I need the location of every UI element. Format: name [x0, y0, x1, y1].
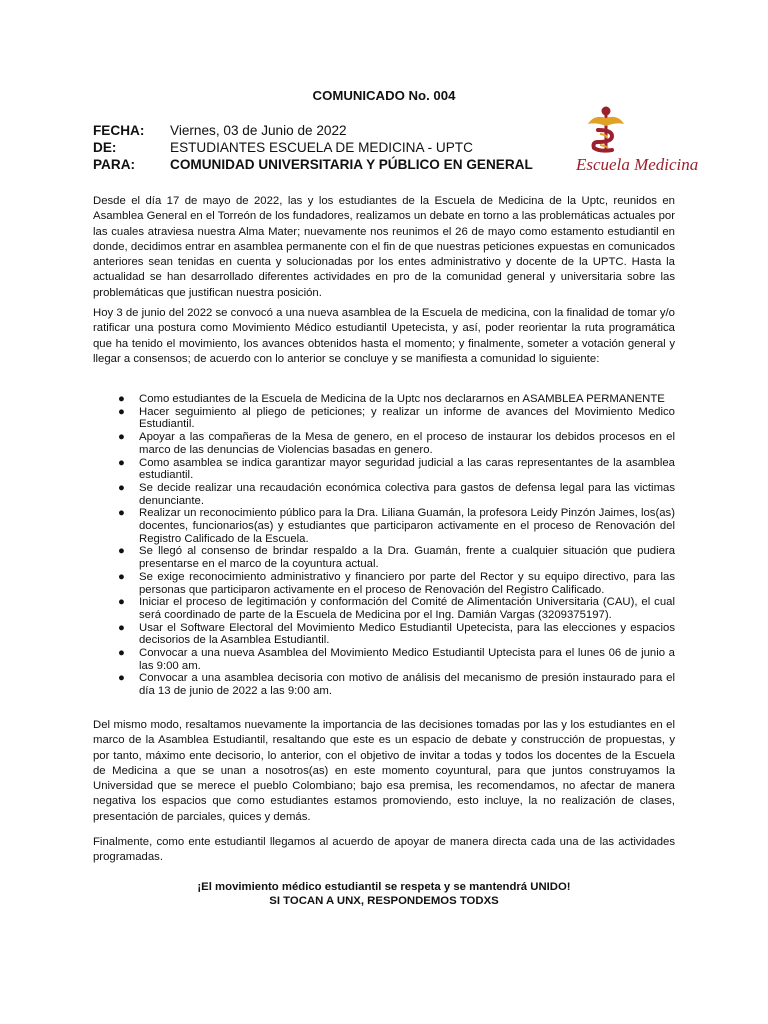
logo-text: Escuela Medicina	[576, 155, 699, 174]
list-item: ● Se llegó al consenso de brindar respaldo a la Dra. Guamán, frente a cualquier situación que pudiera presentarse en el marco de la coyuntura actual.	[118, 545, 675, 571]
caduceus-icon	[576, 104, 699, 180]
escuela-medicina-logo	[576, 104, 699, 180]
list-item: ● Iniciar el proceso de legitimación y conformación del Comité de Alimentación Universitaria (CAU), el cual será coordinado de parte de la Escuela de Medicina por el Ing. Damián Vargas (3209375197).	[118, 596, 675, 621]
fecha-value: Viernes, 03 de Junio de 2022	[170, 123, 347, 138]
bullet-icon: ●	[118, 596, 125, 609]
list-item: ● Realizar un reconocimiento público para la Dra. Liliana Guamán, la profesora Leidy Pinzón Jaimes, los(as) docentes, funcionarios(as) y estudiantes que participaron activamente en el proceso de Renovación del Registro Calificado de la Escuela.	[118, 507, 675, 545]
list-item: ● Se exige reconocimiento administrativo y financiero por parte del Rector y su equipo directivo, para las personas que participaron activamente en el proceso de Renovación del Registro Calificado.	[118, 570, 675, 596]
resolutions-list	[93, 393, 675, 698]
bullet-icon: ●	[118, 431, 125, 444]
closing-slogan: ¡El movimiento médico estudiantil se respeta y se mantendrá UNIDO!	[197, 881, 571, 893]
bullet-icon: ●	[118, 545, 125, 558]
list-item: ● Hacer seguimiento al pliego de peticiones; y realizar un informe de avances del Movimiento Medico Estudiantil.	[118, 405, 675, 431]
paragraph-final: Finalmente, como ente estudiantil llegamos al acuerdo de apoyar de manera directa cada una de las actividades programadas.	[93, 836, 675, 864]
list-item: ● Como asamblea se indica garantizar mayor seguridad judicial a las caras representantes de la asamblea estudiantil.	[118, 456, 675, 482]
bullet-icon: ●	[118, 393, 125, 405]
list-item: ● Usar el Software Electoral del Movimiento Medico Estudiantil Upetecista, para las elecciones y espacios decisorios de la Asamblea Estudiantil.	[118, 621, 675, 647]
bullet-icon: ●	[118, 456, 125, 469]
bullet-icon: ●	[118, 570, 125, 583]
bullet-icon: ●	[118, 507, 125, 520]
bullet-icon: ●	[118, 405, 125, 418]
para-label: PARA:	[93, 157, 136, 172]
list-item: ● Apoyar a las compañeras de la Mesa de genero, en el proceso de instaurar los debidos procesos en el marco de las denuncias de Violencias basadas en genero.	[118, 431, 675, 456]
paragraph-importance: Del mismo modo, resaltamos nuevamente la importancia de las decisiones tomadas por las y los estudiantes en el marco de la Asamblea Estudiantil, resaltando que este es un espacio de debate y construcción de propuestas, y por tanto, máximo ente decisorio, lo anterior, con el objetivo de invitar a todas y todos los docentes de la Escuela de Medicina a que se unan a nosotros(as) en este momento coyuntural, para que juntos construyamos la Universidad que se merece el pueblo Colombiano; bajo esa premisa, les recomendamos, no afectar de manera negativa los espacios que como estudiantes estamos promoviendo, esto incluye, la no realización de clases, presentación de parciales, quices y demás.	[93, 719, 675, 823]
bullet-icon: ●	[118, 481, 125, 494]
list-item: ● Convocar a una asamblea decisoria con motivo de análisis del mecanismo de presión instaurado para el día 13 de junio de 2022 a las 9:00 am.	[118, 672, 675, 698]
list-item: ● Se decide realizar una recaudación económica colectiva para gastos de defensa legal para las victimas denunciante.	[118, 481, 675, 507]
de-label: DE:	[93, 140, 117, 155]
bullet-icon: ●	[118, 621, 125, 634]
bullet-icon: ●	[118, 647, 125, 660]
closing-motto: SI TOCAN A UNX, RESPONDEMOS TODXS	[269, 895, 499, 907]
paragraph-intro: Desde el día 17 de mayo de 2022, las y los estudiantes de la Escuela de Medicina de la Uptc, reunidos en Asamblea General en el Torreón de los fundadores, realizamos un debate en torno a las problemáticas actuales por las cuales atraviesa nuestra Alma Mater; nuevamente nos reunimos el 26 de mayo como estamento estudiantil en donde, decidimos entrar en asamblea permanente con el fin de que nuestras peticiones expuestas en comunicados anteriores sean tenidas en cuenta y solucionadas por los entes administrativo y docente de la UPTC. Hasta la actualidad se han desarrollado diferentes actividades en pro de la comunidad general y universitaria sobre las problemáticas que justifican nuestra posición.	[93, 195, 675, 299]
bullet-icon: ●	[118, 672, 125, 685]
list-item: ● Convocar a una nueva Asamblea del Movimiento Medico Estudiantil Uptecista para el lunes 06 de junio a las 9:00 am.	[118, 647, 675, 672]
de-value: ESTUDIANTES ESCUELA DE MEDICINA - UPTC	[170, 140, 473, 155]
list-item: ● Como estudiantes de la Escuela de Medicina de la Uptc nos declararnos en ASAMBLEA PERMANENTE	[118, 393, 665, 405]
paragraph-assembly: Hoy 3 de junio del 2022 se convocó a una nueva asamblea de la Escuela de medicina, con la finalidad de tomar y/o ratificar una postura como Movimiento Médico estudiantil Upetecista, y así, poder reorientar la ruta programática que ha tenido el movimiento, los avances obtenidos hasta el momento; y finalmente, someter a votación general y llegar a consensos; de acuerdo con lo anterior se concluye y se manifiesta a comunidad lo siguiente:	[93, 307, 675, 365]
fecha-label: FECHA:	[93, 123, 145, 138]
document-title: COMUNICADO No. 004	[312, 88, 456, 103]
para-value: COMUNIDAD UNIVERSITARIA Y PÚBLICO EN GENERAL	[170, 157, 533, 172]
